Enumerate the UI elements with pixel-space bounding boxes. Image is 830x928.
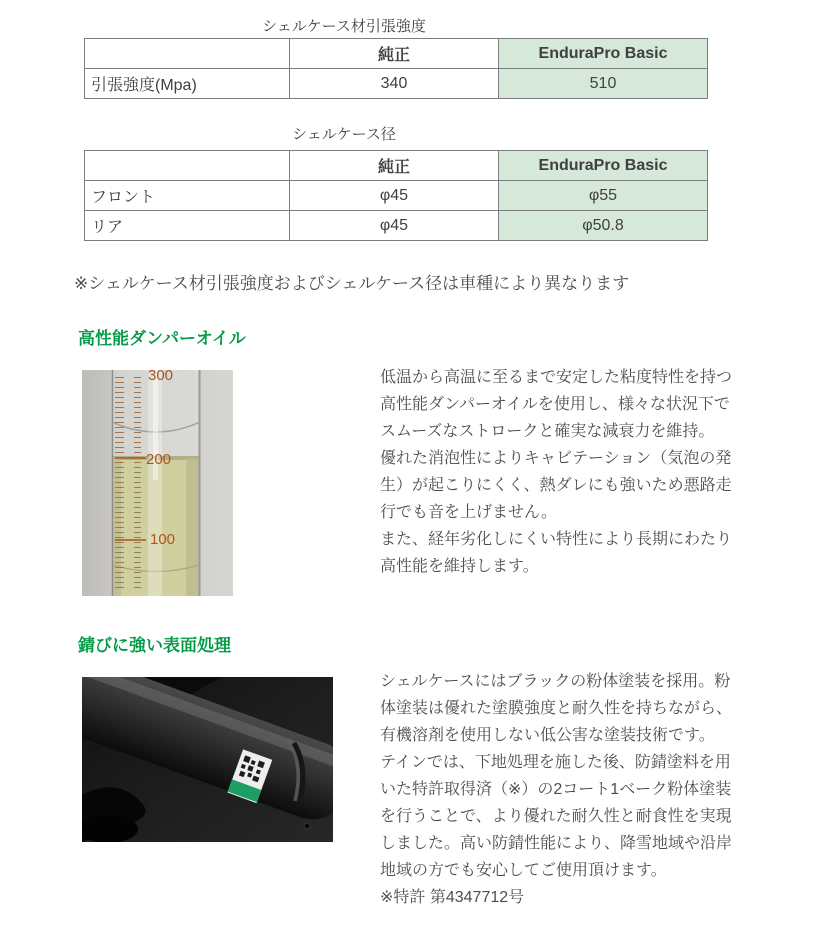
value-stock-rear: φ45 [290,211,499,241]
column-header-endurapro-basic: EnduraPro Basic [499,151,708,181]
table-row [85,211,708,241]
cylinder-scale-label: 200 [146,451,172,468]
row-label-tensile-strength: 引張強度(Mpa) [85,69,290,99]
shell-case-photo [82,677,333,842]
value-endurapro-rear: φ50.8 [499,211,708,241]
table-row [85,181,708,211]
diameter-table [84,150,708,241]
surface-treatment-description: シェルケースにはブラックの粉体塗装を採用。粉 体塗装は優れた塗膜強度と耐久性を持ちながら、 有機溶剤を使用しない低公害な塗装技術です。 テインでは、下地処理を施した後、防錆塗料を用 いた特許取得済（※）の2コート1ベーク粉体塗装 を行うことで、より優れた耐久性と耐食性を実現 しました。高い防錆性能により、降雪地域や沿岸 地域の方でも安心してご使用頂けます。 ※特許 第4347712号 [380,673,733,906]
column-header-endurapro-basic: EnduraPro Basic [499,39,708,69]
table-caption-diameter: シェルケース径 [292,126,396,143]
column-header-empty [85,39,290,69]
tick-marks-upper [115,376,141,454]
table-header-row [85,151,708,181]
cylinder-scale-label: 300 [148,370,174,384]
table-caption-tensile-strength: シェルケース材引張強度 [262,18,426,35]
cylinder-scale-label: 100 [150,531,176,548]
shell-case-illustration [82,677,333,842]
dimple-detail [304,823,310,829]
column-header-empty [85,151,290,181]
damper-oil-description: 低温から高温に至るまで安定した粘度特性を持つ 高性能ダンパーオイルを使用し、様々な状況下で スムーズなストロークと確実な減衰力を維持。 優れた消泡性によりキャビテーション（気泡の発 生）が起こりにくく、熱ダレにも強いため悪路走 行でも音を上げません。 また、経年劣化しにくい特性により長期にわたり 高性能を維持します。 [380,369,733,575]
damper-oil-photo [82,370,233,596]
vehicle-variation-note: ※シェルケース材引張強度およびシェルケース径は車種により異なります [74,274,630,293]
measuring-cylinder-illustration [82,370,233,596]
column-header-stock: 純正 [290,39,499,69]
oil-shadow-right [186,458,199,596]
table-header-row [85,39,708,69]
section-heading-damper-oil: 高性能ダンパーオイル [78,329,246,348]
table-row [85,69,708,99]
row-label-front: フロント [85,181,290,211]
row-label-rear: リア [85,211,290,241]
value-stock-front: φ45 [290,181,499,211]
value-stock-tensile: 340 [290,69,499,99]
value-endurapro-front: φ55 [499,181,708,211]
value-endurapro-tensile: 510 [499,69,708,99]
tick-marks-lower [115,462,141,592]
section-heading-surface-treatment: 錆びに強い表面処理 [78,636,231,655]
tensile-strength-table [84,38,708,99]
column-header-stock: 純正 [290,151,499,181]
